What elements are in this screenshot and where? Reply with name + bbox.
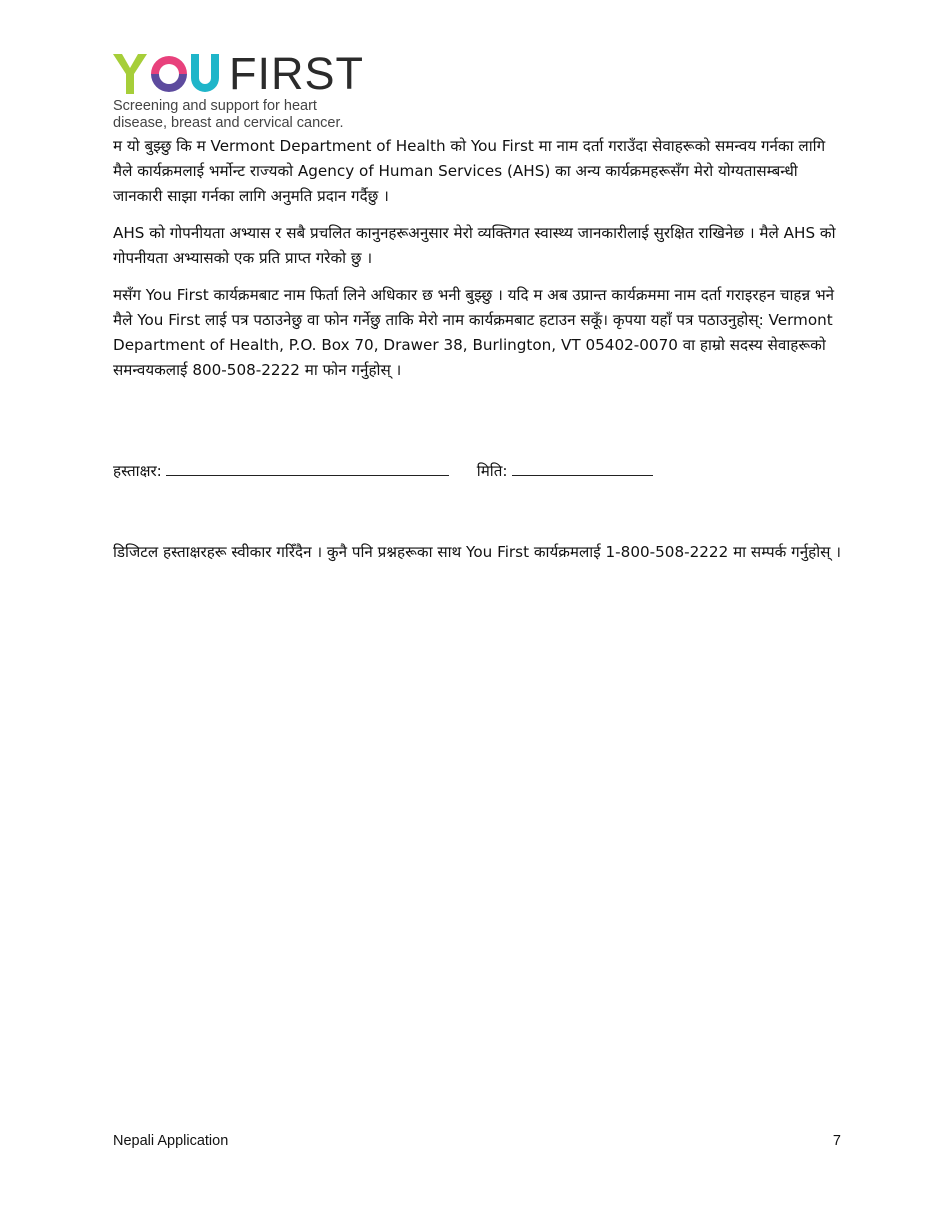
date-label: मिति: (476, 462, 508, 480)
logo-letter-o (151, 56, 187, 92)
footer-document-name: Nepali Application (113, 1133, 229, 1149)
logo-wordmark (113, 48, 383, 99)
consent-body (113, 134, 841, 395)
logo-you-graphic (113, 54, 221, 94)
signature-label: हस्ताक्षर: (113, 462, 162, 480)
digital-signature-note: डिजिटल हस्ताक्षरहरू स्वीकार गरिँदैन । कुनै पनि प्रश्नहरूका साथ You First कार्यक्रमलाई 1-800-508-2222 मा सम्पर्क गर्नुहोस् । (113, 543, 841, 561)
consent-paragraph-withdrawal: मसँग You First कार्यक्रमबाट नाम फिर्ता लिने अधिकार छ भनी बुझ्छु । यदि म अब उप्रान्त कार्यक्रममा नाम दर्ता गराइरहन चाहन्न भने मैले You First लाई पत्र पठाउनेछु वा फोन गर्नेछु ताकि मेरो नाम कार्यक्रमबाट हटाउन सकूँ। कृपया यहाँ पत्र पठाउनुहोस्: Vermont Department of Health, P.O. Box 70, Drawer 38, Burlington, VT 05402-0070 वा हाम्रो सदस्य सेवाहरूको समन्वयकलाई 800-508-2222 मा फोन गर्नुहोस् । (113, 286, 835, 379)
consent-paragraph-privacy: AHS को गोपनीयता अभ्यास र सबै प्रचलित कानुनहरूअनुसार मेरो व्यक्तिगत स्वास्थ्य जानकारीलाई सुरक्षित राखिनेछ । मैले AHS को गोपनीयता अभ्यासको एक प्रति प्राप्त गरेको छु । (113, 224, 836, 267)
logo-letter-u (191, 54, 219, 92)
logo-tagline (113, 98, 383, 132)
logo-first-text: FIRST (229, 48, 364, 99)
page-footer (113, 1133, 841, 1149)
logo-letter-y (113, 54, 147, 94)
date-line[interactable] (512, 457, 653, 476)
logo-tagline-line-2: disease, breast and cervical cancer. (113, 115, 344, 131)
signature-line[interactable] (166, 457, 449, 476)
logo-tagline-line-1: Screening and support for heart (113, 98, 317, 114)
signature-row (113, 457, 841, 483)
consent-paragraph-information-sharing: म यो बुझ्छु कि म Vermont Department of Health को You First मा नाम दर्ता गराउँदा सेवाहरूको समन्वय गर्नका लागि मैले कार्यक्रमलाई भर्मोन्ट राज्यको Agency of Human Services (AHS) का अन्य कार्यक्रमहरूसँग मेरो योग्यतासम्बन्धी जानकारी साझा गर्नका लागि अनुमति प्रदान गर्दैछु । (113, 137, 826, 205)
footer-page-number: 7 (832, 1133, 841, 1149)
you-first-logo (113, 48, 383, 132)
